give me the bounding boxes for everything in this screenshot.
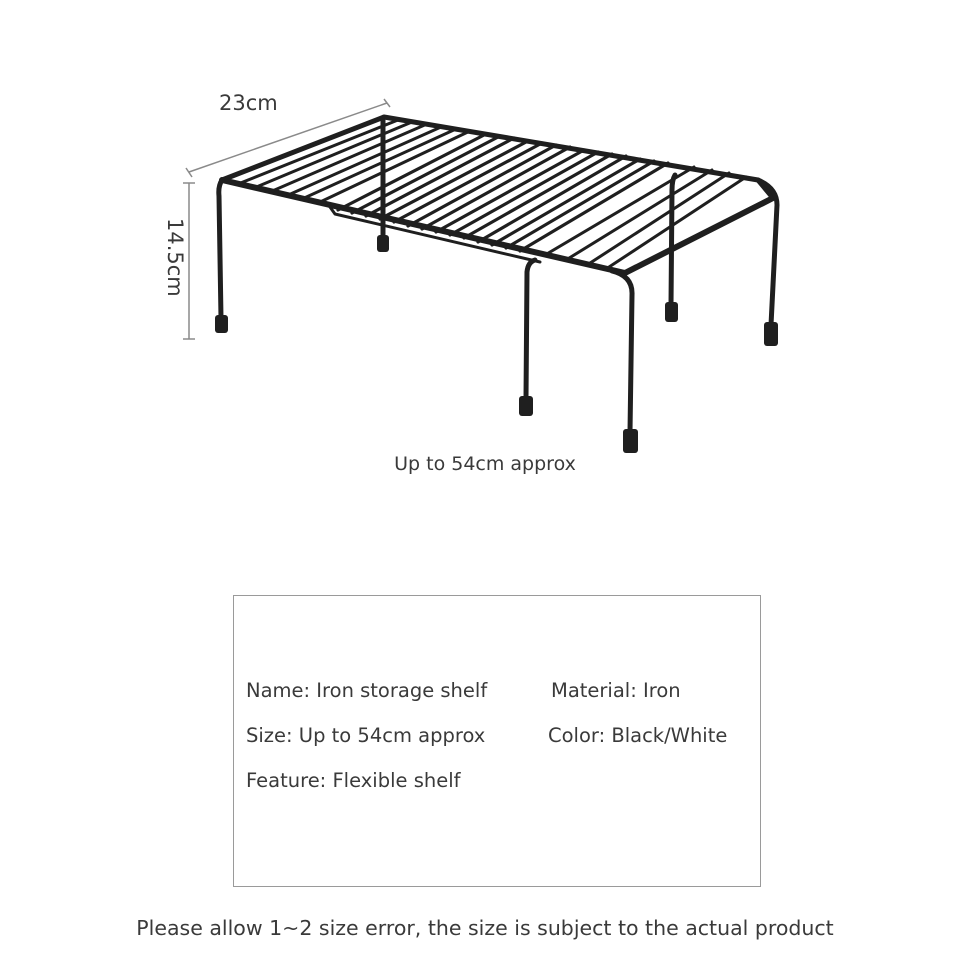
spec-size: Size: Up to 54cm approx	[246, 724, 486, 747]
spec-color: Color: Black/White	[548, 724, 728, 747]
shelf-feet	[215, 235, 778, 453]
spec-material: Material: Iron	[551, 679, 681, 702]
height-dimension-label: 14.5cm	[163, 218, 187, 297]
width-dimension-label: 23cm	[219, 91, 278, 115]
shelf-body	[219, 117, 777, 432]
extended-length-caption: Up to 54cm approx	[394, 453, 576, 475]
spec-name: Name: Iron storage shelf	[246, 679, 488, 702]
spec-feature: Feature: Flexible shelf	[246, 769, 461, 792]
size-disclaimer: Please allow 1~2 size error, the size is subject to the actual product	[136, 916, 834, 940]
